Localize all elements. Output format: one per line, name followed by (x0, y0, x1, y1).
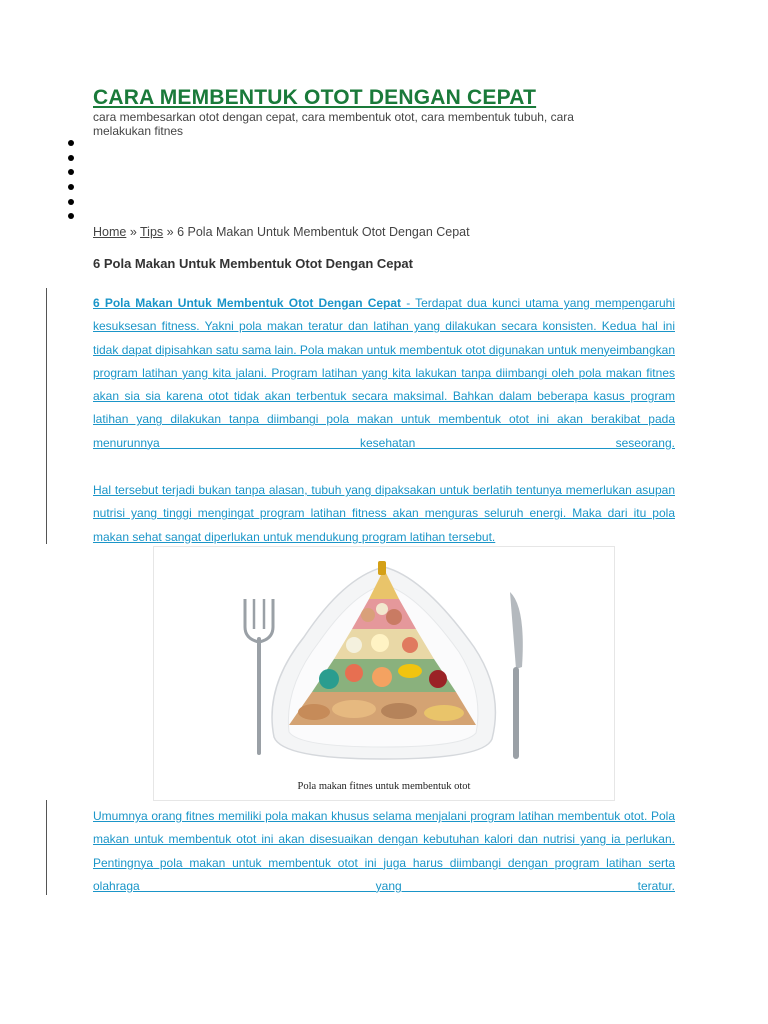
post-title: 6 Pola Makan Untuk Membentuk Otot Dengan Cepat (93, 256, 413, 271)
breadcrumb-home-link[interactable]: Home (93, 225, 127, 239)
nav-bullet[interactable] (68, 169, 74, 175)
site-description: cara membesarkan otot dengan cepat, cara membentuk otot, cara membentuk tubuh, cara melakukan fitnes (93, 110, 574, 138)
paragraph-third[interactable]: Umumnya orang fitnes memiliki pola makan khusus selama menjalani program latihan membentuk otot. Pola makan untuk membentuk otot ini akan disesuaikan dengan kebutuhan kalori dan nutrisi yang ia perlukan. Pentingnya pola makan untuk membentuk otot ini juga harus diimbangi dengan program latihan serta olahraga yang teratur. (93, 809, 675, 893)
intro-lead-link[interactable]: 6 Pola Makan Untuk Membentuk Otot Dengan Cepat (93, 296, 402, 310)
nav-bullet[interactable] (68, 155, 74, 161)
quote-bar (46, 288, 47, 544)
site-title[interactable]: CARA MEMBENTUK OTOT DENGAN CEPAT (93, 86, 537, 109)
breadcrumb-tips-link[interactable]: Tips (140, 225, 164, 239)
food-pyramid-figure (153, 546, 615, 801)
paragraph-second[interactable]: Hal tersebut terjadi bukan tanpa alasan, tubuh yang dipaksakan untuk berlatih tentunya memerlukan asupan nutrisi yang tinggi mengingat program latihan fitness akan menguras seluruh energi. Maka dari itu pola makan sehat sangat diperlukan untuk mendukung program latihan tersebut. (93, 483, 675, 544)
intro-text: - Terdapat dua kunci utama yang mempengaruhi kesuksesan fitness. Yakni pola makan teratur dan latihan yang dilakukan secara konsisten. Kedua hal ini tidak dapat dipisahkan satu sama lain. Pola makan untuk membentuk otot digunakan untuk menyeimbangkan program latihan yang kita jalani. Program latihan yang kita lakukan tanpa diimbangi oleh pola makan fitnes akan sia sia karena otot tidak akan terbentuk secara maksimal. Bahkan dalam beberapa kasus program latihan yang dilakukan tanpa diimbangi pola makan untuk membentuk otot ini akan berakibat pada menurunnya kesehatan seseorang. (93, 296, 675, 450)
breadcrumb-separator: » (126, 225, 141, 239)
nav-bullet[interactable] (68, 184, 74, 190)
quote-bar (46, 800, 47, 895)
nav-bullet[interactable] (68, 140, 74, 146)
food-pyramid-image (154, 547, 614, 800)
breadcrumb-current: 6 Pola Makan Untuk Membentuk Otot Dengan Cepat (177, 225, 470, 239)
nav-bullet-list (68, 140, 74, 228)
figure-caption: Pola makan fitnes untuk membentuk otot (297, 781, 471, 792)
breadcrumb-separator: » (163, 225, 178, 239)
paragraph-intro[interactable] (93, 292, 675, 455)
nav-bullet[interactable] (68, 213, 74, 219)
breadcrumb (93, 225, 470, 239)
nav-bullet[interactable] (68, 199, 74, 205)
